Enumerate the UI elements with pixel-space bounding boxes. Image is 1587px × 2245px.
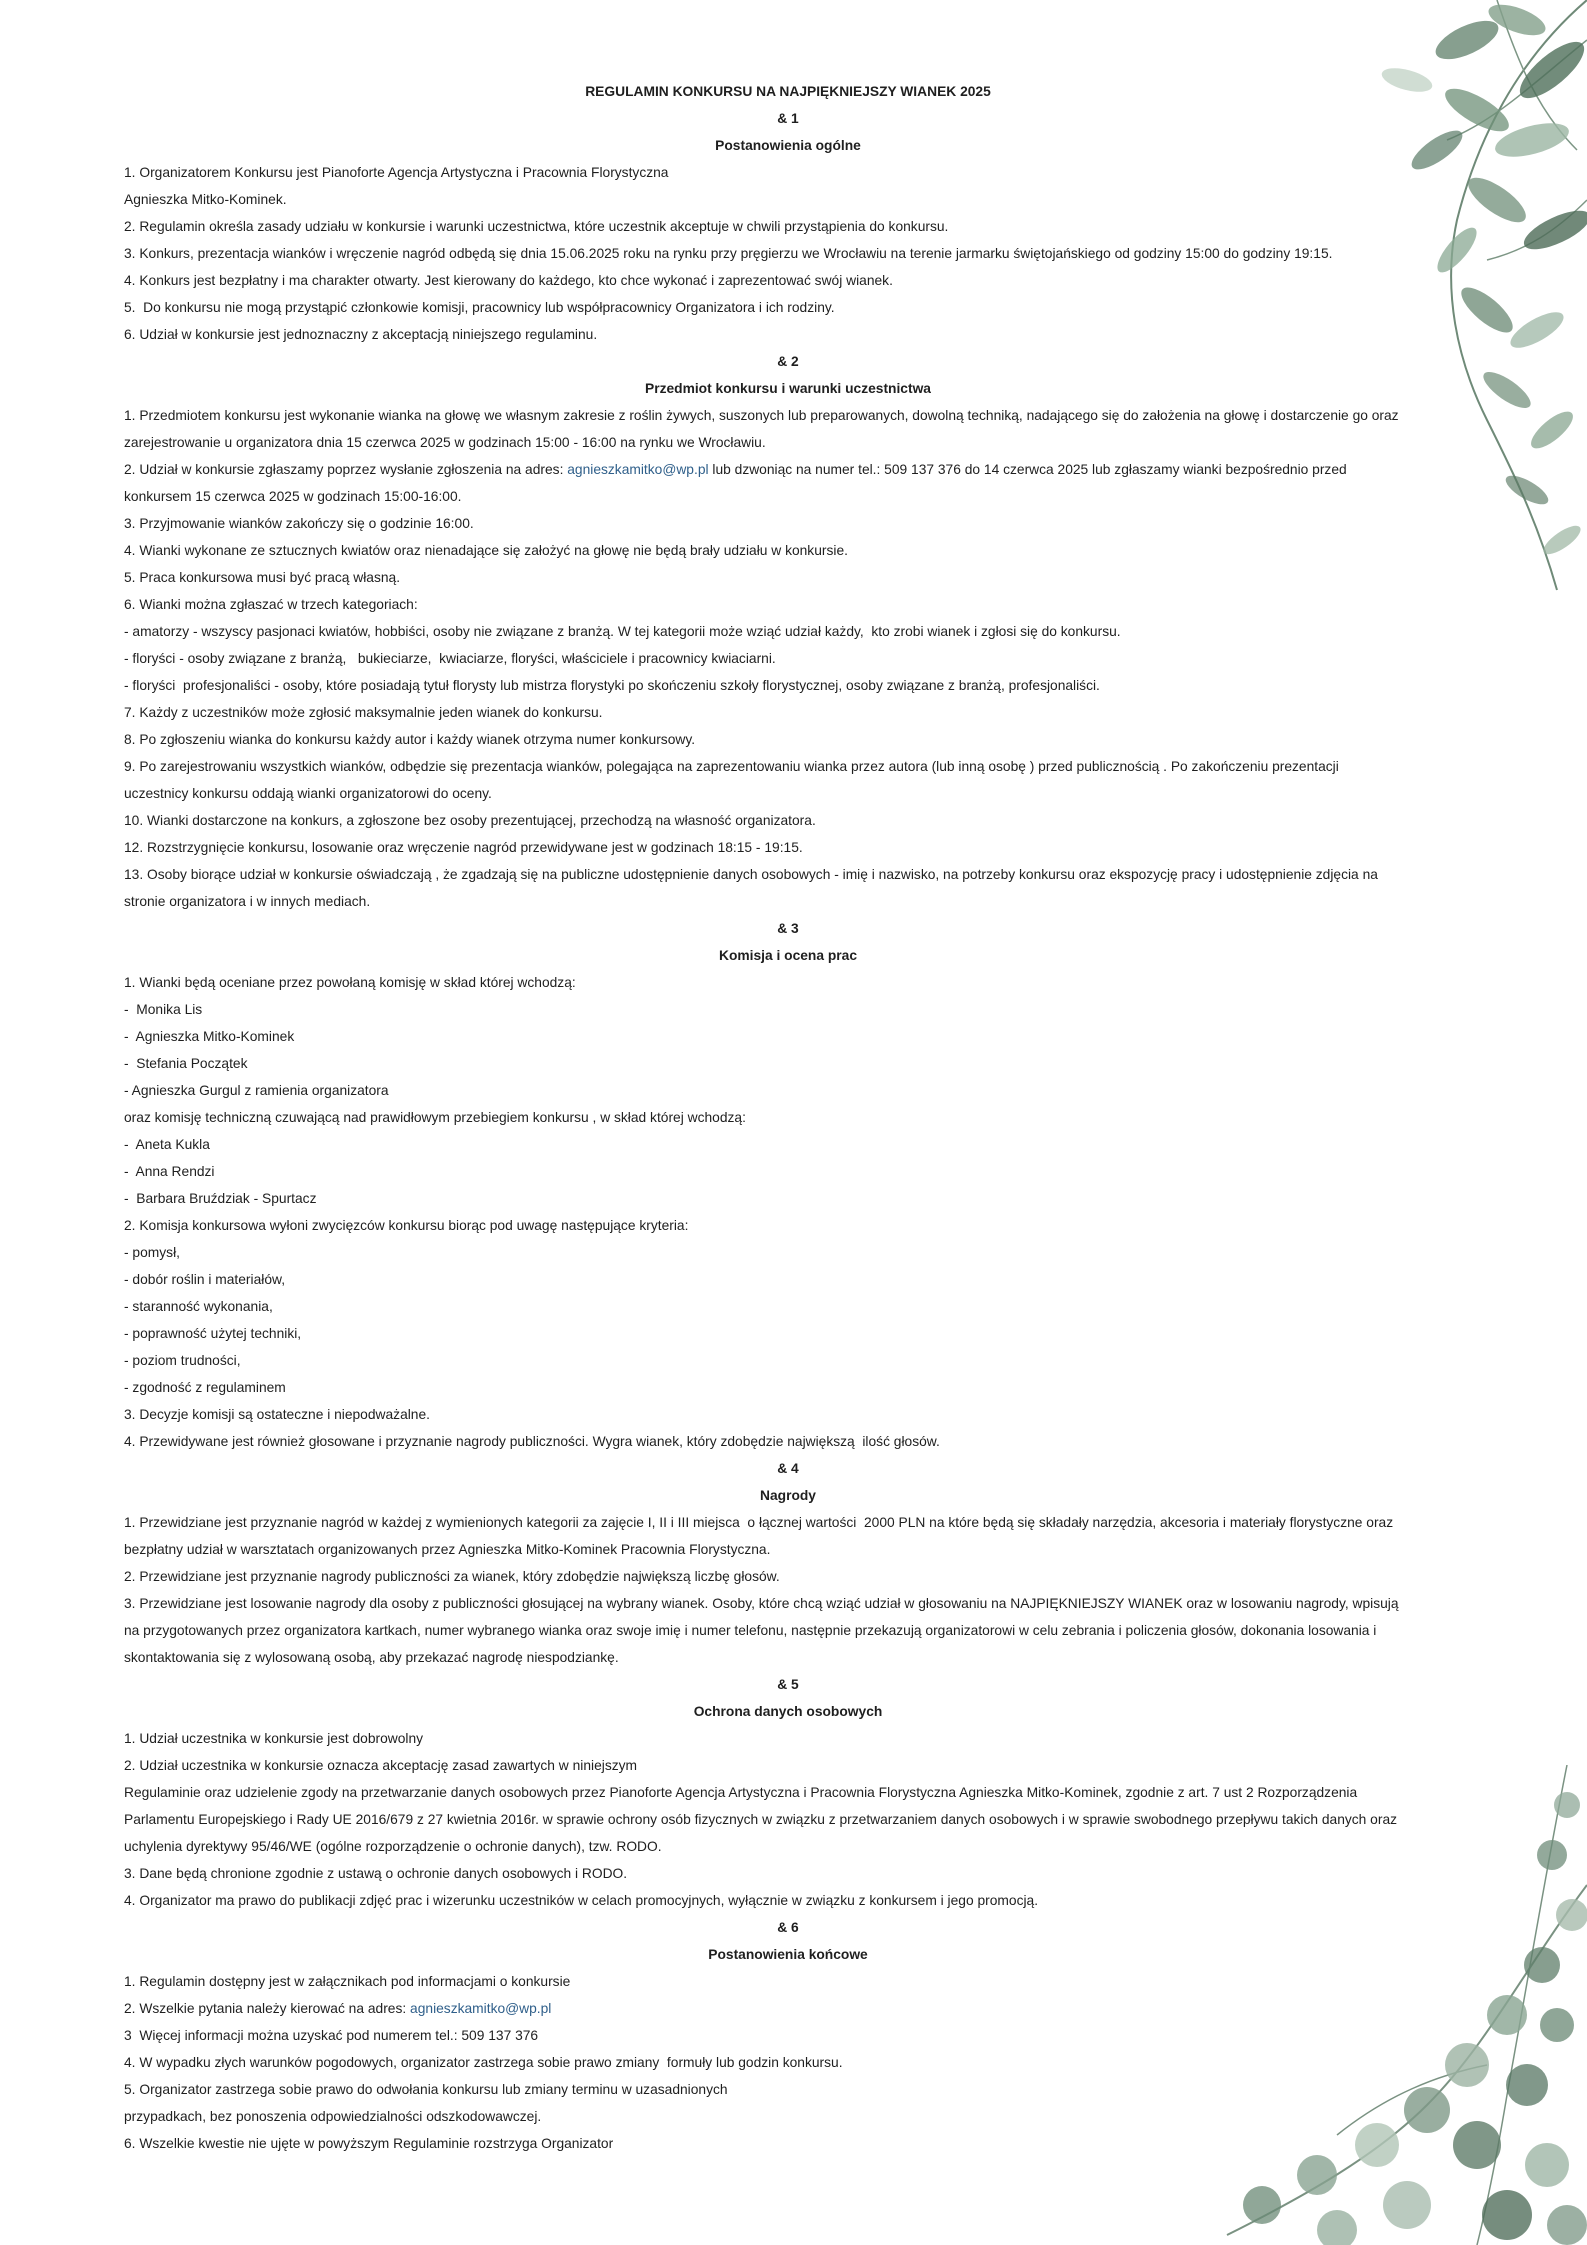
document-title: REGULAMIN KONKURSU NA NAJPIĘKNIEJSZY WIANEK 2025	[585, 84, 991, 99]
paragraph: Parlamentu Europejskiego i Rady UE 2016/679 z 27 kwietnia 2016r. w sprawie ochrony osób fizycznych w związku z przetwarzaniem danych osobowych i w sprawie swobodnego przepływu takich danych oraz	[124, 1812, 1398, 1827]
paragraph: 8. Po zgłoszeniu wianka do konkursu każdy autor i każdy wianek otrzyma numer konkursowy.	[124, 732, 696, 747]
section-1-title: Postanowienia ogólne	[715, 138, 861, 153]
paragraph: 6. Wianki można zgłaszać w trzech kategoriach:	[124, 597, 418, 612]
paragraph: konkursem 15 czerwca 2025 w godzinach 15:00-16:00.	[124, 489, 462, 504]
section-4-title: Nagrody	[760, 1488, 816, 1503]
section-2-title: Przedmiot konkursu i warunki uczestnictwa	[645, 381, 931, 396]
section-6-title: Postanowienia końcowe	[708, 1947, 868, 1962]
paragraph: 6. Wszelkie kwestie nie ujęte w powyższym Regulaminie rozstrzyga Organizator	[124, 2136, 614, 2151]
paragraph-text: lub dzwoniąc na numer tel.: 509 137 376 do 14 czerwca 2025 lub zgłaszamy wianki bezpośrednio przed	[708, 462, 1347, 477]
paragraph: - Anna Rendzi	[124, 1164, 215, 1179]
paragraph: przypadkach, bez ponoszenia odpowiedzialności odszkodowawczej.	[124, 2109, 542, 2124]
paragraph: 4. Organizator ma prawo do publikacji zdjęć prac i wizerunku uczestników w celach promocyjnych, wyłącznie w związku z konkursem i jego promocją.	[124, 1893, 1039, 1908]
paragraph: uchylenia dyrektywy 95/46/WE (ogólne rozporządzenie o ochronie danych), tzw. RODO.	[124, 1839, 662, 1854]
paragraph: - Monika Lis	[124, 1002, 203, 1017]
paragraph: 2. Komisja konkursowa wyłoni zwycięzców konkursu biorąc pod uwagę następujące kryteria:	[124, 1218, 689, 1233]
section-5-title: Ochrona danych osobowych	[693, 1704, 883, 1719]
paragraph: - staranność wykonania,	[124, 1299, 273, 1314]
paragraph: Agnieszka Mitko-Kominek.	[124, 192, 287, 207]
paragraph: 13. Osoby biorące udział w konkursie oświadczają , że zgadzają się na publiczne udostępnienie danych osobowych - imię i nazwisko, na potrzeby konkursu oraz ekspozycję pracy i udostępnienie zdjęcia na	[124, 867, 1378, 882]
regulation-content	[124, 78, 1464, 2157]
paragraph: 3. Dane będą chronione zgodnie z ustawą o ochronie danych osobowych i RODO.	[124, 1866, 628, 1881]
paragraph: 7. Każdy z uczestników może zgłosić maksymalnie jeden wianek do konkursu.	[124, 705, 603, 720]
paragraph: - floryści - osoby związane z branżą, bukieciarze, kwiaciarze, floryści, właściciele i pracownicy kwiaciarni.	[124, 651, 776, 666]
paragraph: bezpłatny udział w warsztatach organizowanych przez Agnieszka Mitko-Kominek Pracownia Florystyczna.	[124, 1542, 771, 1557]
email-link[interactable]: agnieszkamitko@wp.pl	[567, 462, 709, 477]
paragraph: 4. Konkurs jest bezpłatny i ma charakter otwarty. Jest kierowany do każdego, kto chce wykonać i zaprezentować swój wianek.	[124, 273, 893, 288]
paragraph: 3. Konkurs, prezentacja wianków i wręczenie nagród odbędą się dnia 15.06.2025 roku na rynku przy pręgierzu we Wrocławiu na terenie jarmarku świętojańskiego od godziny 15:00 do godziny 19:15.	[124, 246, 1333, 261]
paragraph: - zgodność z regulaminem	[124, 1380, 286, 1395]
section-2-number: & 2	[777, 354, 799, 369]
paragraph: - poprawność użytej techniki,	[124, 1326, 302, 1341]
paragraph: - Stefania Początek	[124, 1056, 248, 1071]
email-link[interactable]: agnieszkamitko@wp.pl	[410, 2001, 552, 2016]
paragraph: 3 Więcej informacji można uzyskać pod numerem tel.: 509 137 376	[124, 2028, 539, 2043]
paragraph: 12. Rozstrzygnięcie konkursu, losowanie oraz wręczenie nagród przewidywane jest w godzinach 18:15 - 19:15.	[124, 840, 803, 855]
paragraph: 2. Regulamin określa zasady udziału w konkursie i warunki uczestnictwa, które uczestnik akceptuje w chwili przystąpienia do konkursu.	[124, 219, 949, 234]
paragraph: 5. Do konkursu nie mogą przystąpić członkowie komisji, pracownicy lub współpracownicy Organizatora i ich rodziny.	[124, 300, 835, 315]
section-5-number: & 5	[777, 1677, 799, 1692]
section-1-number: & 1	[777, 111, 799, 126]
paragraph: 2. Przewidziane jest przyznanie nagrody publiczności za wianek, który zdobędzie największą liczbę głosów.	[124, 1569, 780, 1584]
paragraph: - floryści profesjonaliści - osoby, które posiadają tytuł florysty lub mistrza florystyki po skończeniu szkoły florystycznej, osoby związane z branżą, profesjonaliści.	[124, 678, 1100, 693]
paragraph: uczestnicy konkursu oddają wianki organizatorowi do oceny.	[124, 786, 492, 801]
section-3-title: Komisja i ocena prac	[718, 948, 858, 963]
paragraph: 5. Praca konkursowa musi być pracą własną.	[124, 570, 401, 585]
paragraph: oraz komisję techniczną czuwającą nad prawidłowym przebiegiem konkursu , w skład której wchodzą:	[124, 1110, 746, 1125]
paragraph: 1. Organizatorem Konkursu jest Pianoforte Agencja Artystyczna i Pracownia Florystyczna	[124, 165, 669, 180]
paragraph: 6. Udział w konkursie jest jednoznaczny z akceptacją niniejszego regulaminu.	[124, 327, 598, 342]
paragraph: - poziom trudności,	[124, 1353, 241, 1368]
paragraph: 4. Przewidywane jest również głosowane i przyznanie nagrody publiczności. Wygra wianek, który zdobędzie największą ilość głosów.	[124, 1434, 940, 1449]
paragraph: - Agnieszka Gurgul z ramienia organizatora	[124, 1083, 389, 1098]
paragraph-with-email	[124, 1995, 1464, 2022]
paragraph: - amatorzy - wszyscy pasjonaci kwiatów, hobbiści, osoby nie związane z branżą. W tej kategorii może wziąć udział każdy, kto zrobi wianek i zgłosi się do konkursu.	[124, 624, 1121, 639]
paragraph: 5. Organizator zastrzega sobie prawo do odwołania konkursu lub zmiany terminu w uzasadnionych	[124, 2082, 728, 2097]
paragraph: na przygotowanych przez organizatora kartkach, numer wybranego wianka oraz swoje imię i numer telefonu, następnie przekazują organizatorowi w celu zebrania i policzenia głosów, dokonania losowania i	[124, 1623, 1377, 1638]
paragraph: 1. Udział uczestnika w konkursie jest dobrowolny	[124, 1731, 424, 1746]
paragraph-text: 2. Udział w konkursie zgłaszamy poprzez wysłanie zgłoszenia na adres:	[124, 462, 568, 477]
paragraph: 10. Wianki dostarczone na konkurs, a zgłoszone bez osoby prezentującej, przechodzą na własność organizatora.	[124, 813, 816, 828]
paragraph: 4. Wianki wykonane ze sztucznych kwiatów oraz nienadające się założyć na głowę nie będą brały udziału w konkursie.	[124, 543, 848, 558]
paragraph: - Aneta Kukla	[124, 1137, 210, 1152]
paragraph: 1. Przedmiotem konkursu jest wykonanie wianka na głowę we własnym zakresie z roślin żywych, suszonych lub preparowanych, dowolną techniką, nadającego się do założenia na głowę i dostarczenie go oraz	[124, 408, 1399, 423]
paragraph: - dobór roślin i materiałów,	[124, 1272, 286, 1287]
paragraph: 2. Udział uczestnika w konkursie oznacza akceptację zasad zawartych w niniejszym	[124, 1758, 638, 1773]
paragraph: 1. Przewidziane jest przyznanie nagród w każdej z wymienionych kategorii za zajęcie I, II i III miejsca o łącznej wartości 2000 PLN na które będą się składały narzędzia, akcesoria i materiały florystyczne oraz	[124, 1515, 1394, 1530]
paragraph: - Barbara Bruździak - Spurtacz	[124, 1191, 317, 1206]
paragraph: skontaktowania się z wylosowaną osobą, aby przekazać nagrodę niespodziankę.	[124, 1650, 619, 1665]
paragraph: stronie organizatora i w innych mediach.	[124, 894, 371, 909]
paragraph: 3. Decyzje komisji są ostateczne i niepodważalne.	[124, 1407, 430, 1422]
paragraph: - pomysł,	[124, 1245, 180, 1260]
paragraph: 1. Wianki będą oceniane przez powołaną komisję w skład której wchodzą:	[124, 975, 576, 990]
paragraph: - Agnieszka Mitko-Kominek	[124, 1029, 295, 1044]
section-3-number: & 3	[777, 921, 799, 936]
paragraph: 4. W wypadku złych warunków pogodowych, organizator zastrzega sobie prawo zmiany formuły lub godzin konkursu.	[124, 2055, 843, 2070]
paragraph: 9. Po zarejestrowaniu wszystkich wianków, odbędzie się prezentacja wianków, polegająca na zaprezentowaniu wianka przez autora (lub inną osobę ) przed publicznością . Po zakończeniu prezentacji	[124, 759, 1339, 774]
paragraph-with-email	[124, 456, 1464, 483]
paragraph: 1. Regulamin dostępny jest w załącznikach pod informacjami o konkursie	[124, 1974, 571, 1989]
paragraph: 3. Przewidziane jest losowanie nagrody dla osoby z publiczności głosującej na wybrany wianek. Osoby, które chcą wziąć udział w głosowaniu na NAJPIĘKNIEJSZY WIANEK oraz w losowaniu nagrody, wpisują	[124, 1596, 1399, 1611]
paragraph: Regulaminie oraz udzielenie zgody na przetwarzanie danych osobowych przez Pianoforte Agencja Artystyczna i Pracownia Florystyczna Agnieszka Mitko-Kominek, zgodnie z art. 7 ust 2 Rozporządzenia	[124, 1785, 1358, 1800]
paragraph: zarejestrowanie u organizatora dnia 15 czerwca 2025 w godzinach 15:00 - 16:00 na rynku we Wrocławiu.	[124, 435, 766, 450]
section-6-number: & 6	[777, 1920, 799, 1935]
section-4-number: & 4	[777, 1461, 799, 1476]
paragraph: 3. Przyjmowanie wianków zakończy się o godzinie 16:00.	[124, 516, 474, 531]
paragraph-text: 2. Wszelkie pytania należy kierować na adres:	[124, 2001, 411, 2016]
